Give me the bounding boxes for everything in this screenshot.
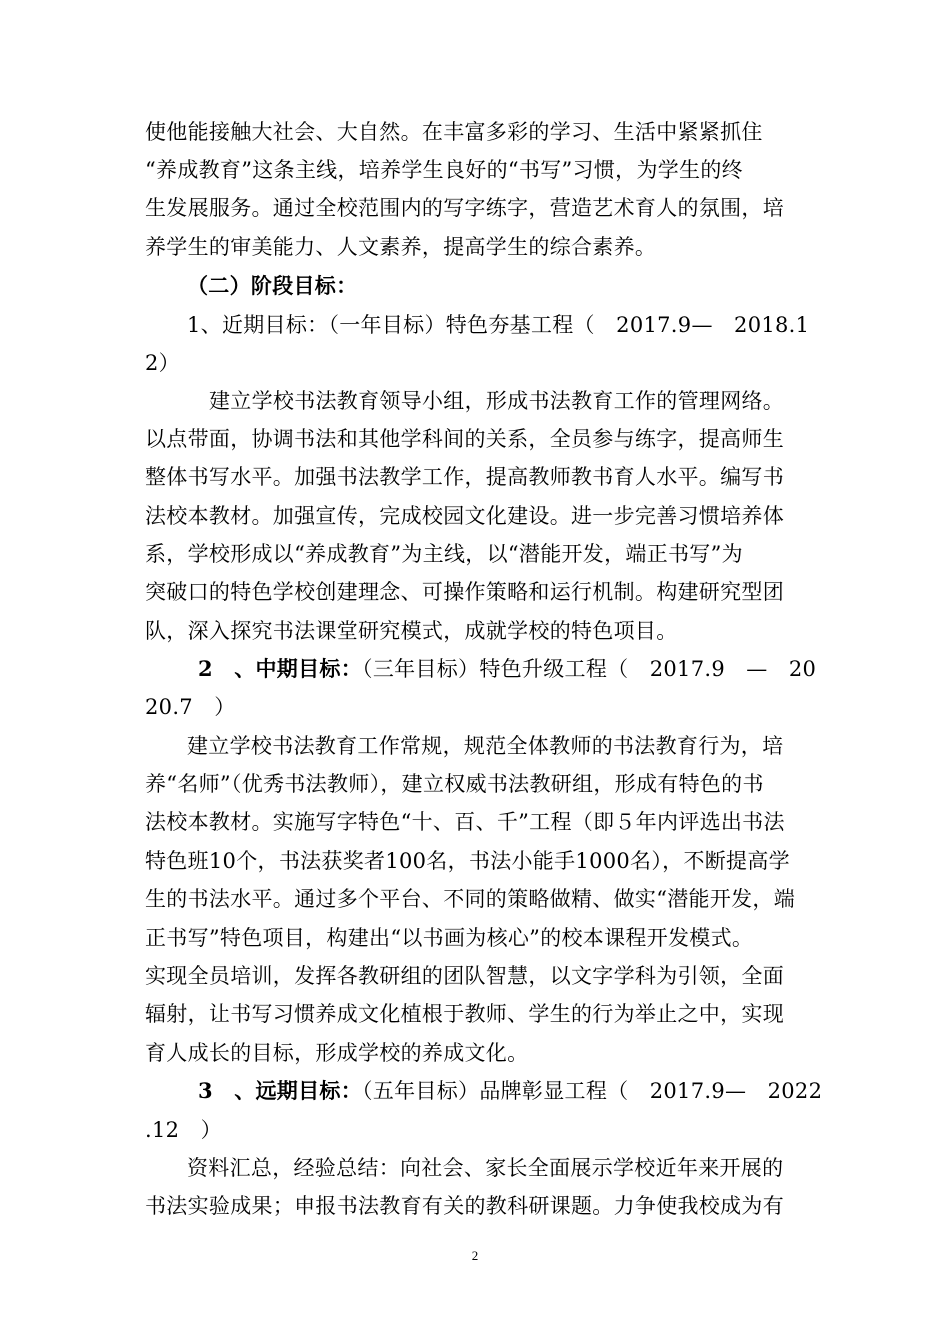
goal-heading-mid-label: 2 、中期目标：	[198, 656, 363, 681]
body-line: 建立学校书法教育工作常规，规范全体教师的书法教育行为，培	[187, 734, 784, 758]
goal-heading-far	[198, 1078, 822, 1104]
body-line: 以点带面，协调书法和其他学科间的关系，全员参与练字，提高师生	[145, 427, 784, 451]
body-line: 突破口的特色学校创建理念、可操作策略和运行机制。构建研究型团	[145, 580, 784, 604]
body-line: 使他能接触大社会、大自然。在丰富多彩的学习、生活中紧紧抓住	[145, 120, 763, 144]
goal-heading-mid	[198, 656, 816, 682]
page-number: 2	[471, 1248, 479, 1263]
goal-heading-near-cont: 2）	[145, 351, 180, 375]
goal-heading-mid-cont: 20.7 ）	[145, 695, 236, 719]
body-line: 建立学校书法教育领导小组，形成书法教育工作的管理网络。	[209, 389, 785, 413]
body-line: 养学生的审美能力、人文素养，提高学生的综合素养。	[145, 235, 657, 259]
body-line: “养成教育”这条主线，培养学生良好的“书写”习惯，为学生的终	[145, 158, 743, 182]
body-line: 正书写”特色项目，构建出“以书画为核心”的校本课程开发模式。	[145, 926, 754, 950]
section-heading: （二）阶段目标：	[187, 273, 358, 298]
body-line: 法校本教材。加强宣传，完成校园文化建设。进一步完善习惯培养体	[145, 504, 784, 528]
goal-heading-far-label: 3 、远期目标：	[198, 1078, 363, 1103]
body-line: 生的书法水平。通过多个平台、不同的策略做精、做实“潜能开发，端	[145, 887, 796, 911]
goal-heading-near: 1、近期目标：（一年目标）特色夯基工程（ 2017.9— 2018.1	[187, 313, 810, 337]
body-line: 特色班10个，书法获奖者100名，书法小能手1000名），不断提高学	[145, 849, 790, 873]
body-line: 生发展服务。通过全校范围内的写字练字，营造艺术育人的氛围，培	[145, 196, 784, 220]
body-line: 系，学校形成以“养成教育”为主线，以“潜能开发，端正书写”为	[145, 542, 743, 566]
body-line: 养“名师”（优秀书法教师），建立权威书法教研组，形成有特色的书	[145, 772, 764, 796]
goal-heading-mid-text: （三年目标）特色升级工程（ 2017.9 — 20	[362, 657, 817, 681]
body-line: 实现全员培训，发挥各教研组的团队智慧，以文字学科为引领，全面	[145, 964, 784, 988]
goal-heading-far-cont: .12 ）	[145, 1118, 222, 1142]
body-line: 法校本教材。实施写字特色“十、百、千”工程（即５年内评选出书法	[145, 810, 785, 834]
body-line: 育人成长的目标，形成学校的养成文化。	[145, 1041, 529, 1065]
body-line: 队，深入探究书法课堂研究模式，成就学校的特色项目。	[145, 619, 678, 643]
body-line: 整体书写水平。加强书法教学工作，提高教师教书育人水平。编写书	[145, 465, 784, 489]
body-line: 资料汇总，经验总结：向社会、家长全面展示学校近年来开展的	[187, 1156, 784, 1180]
body-line: 辐射，让书写习惯养成文化植根于教师、学生的行为举止之中，实现	[145, 1002, 784, 1026]
body-line: 书法实验成果；申报书法教育有关的教科研课题。力争使我校成为有	[145, 1194, 784, 1218]
goal-heading-far-text: （五年目标）品牌彰显工程（ 2017.9— 2022	[362, 1079, 823, 1103]
